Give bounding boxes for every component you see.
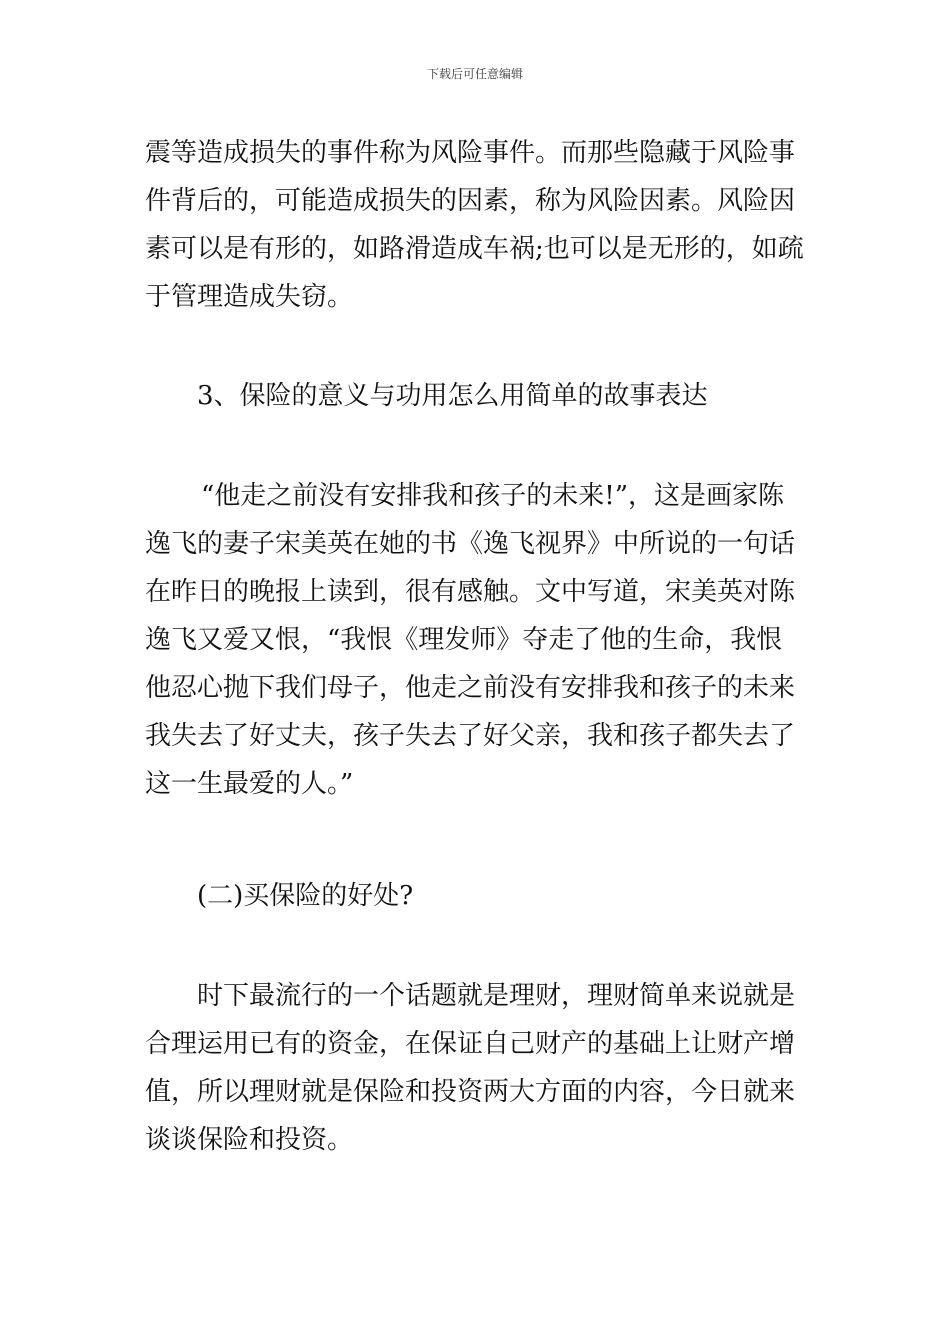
paragraph-line: 逸飞又爱又恨，“我恨《理发师》夺走了他的生命，我恨 xyxy=(145,625,783,655)
heading-text: 3、保险的意义与功用怎么用简单的故事表达 xyxy=(197,381,708,411)
section-heading-3 xyxy=(145,372,810,420)
paragraph-story xyxy=(145,472,810,808)
paragraph-line: 我失去了好丈夫，孩子失去了好父亲，我和孩子都失去了 xyxy=(145,721,796,751)
paragraph-line: 这一生最爱的人。” xyxy=(145,769,354,799)
paragraph-line: 谈谈保险和投资。 xyxy=(145,1125,354,1155)
paragraph-line: 于管理造成失窃。 xyxy=(145,282,354,312)
paragraph-line: 件背后的，可能造成损失的因素，称为风险因素。风险因 xyxy=(145,186,796,216)
page-header: 下载后可任意编辑 xyxy=(426,67,523,81)
paragraph-line: 逸飞的妻子宋美英在她的书《逸飞视界》中所说的一句话 xyxy=(145,529,796,559)
paragraph-line: 震等造成损失的事件称为风险事件。而那些隐藏于风险事 xyxy=(145,138,796,168)
section-heading-2 xyxy=(145,872,810,920)
heading-text: (二)买保险的好处? xyxy=(197,881,414,911)
paragraph-line: 素可以是有形的，如路滑造成车祸;也可以是无形的，如疏 xyxy=(145,234,804,264)
paragraph-line: 他忍心抛下我们母子，他走之前没有安排我和孩子的未来 xyxy=(145,673,796,703)
paragraph-line: 时下最流行的一个话题就是理财，理财简单来说就是 xyxy=(197,981,796,1011)
paragraph-line: 合理运用已有的资金，在保证自己财产的基础上让财产增 xyxy=(145,1029,796,1059)
paragraph-line: 在昨日的晚报上读到，很有感触。文中写道，宋美英对陈 xyxy=(145,577,796,607)
paragraph-risk-factors xyxy=(145,129,810,321)
paragraph-finance xyxy=(145,972,810,1164)
paragraph-line: “他走之前没有安排我和孩子的未来!”，这是画家陈 xyxy=(201,481,785,511)
paragraph-line: 值，所以理财就是保险和投资两大方面的内容，今日就来 xyxy=(145,1077,796,1107)
